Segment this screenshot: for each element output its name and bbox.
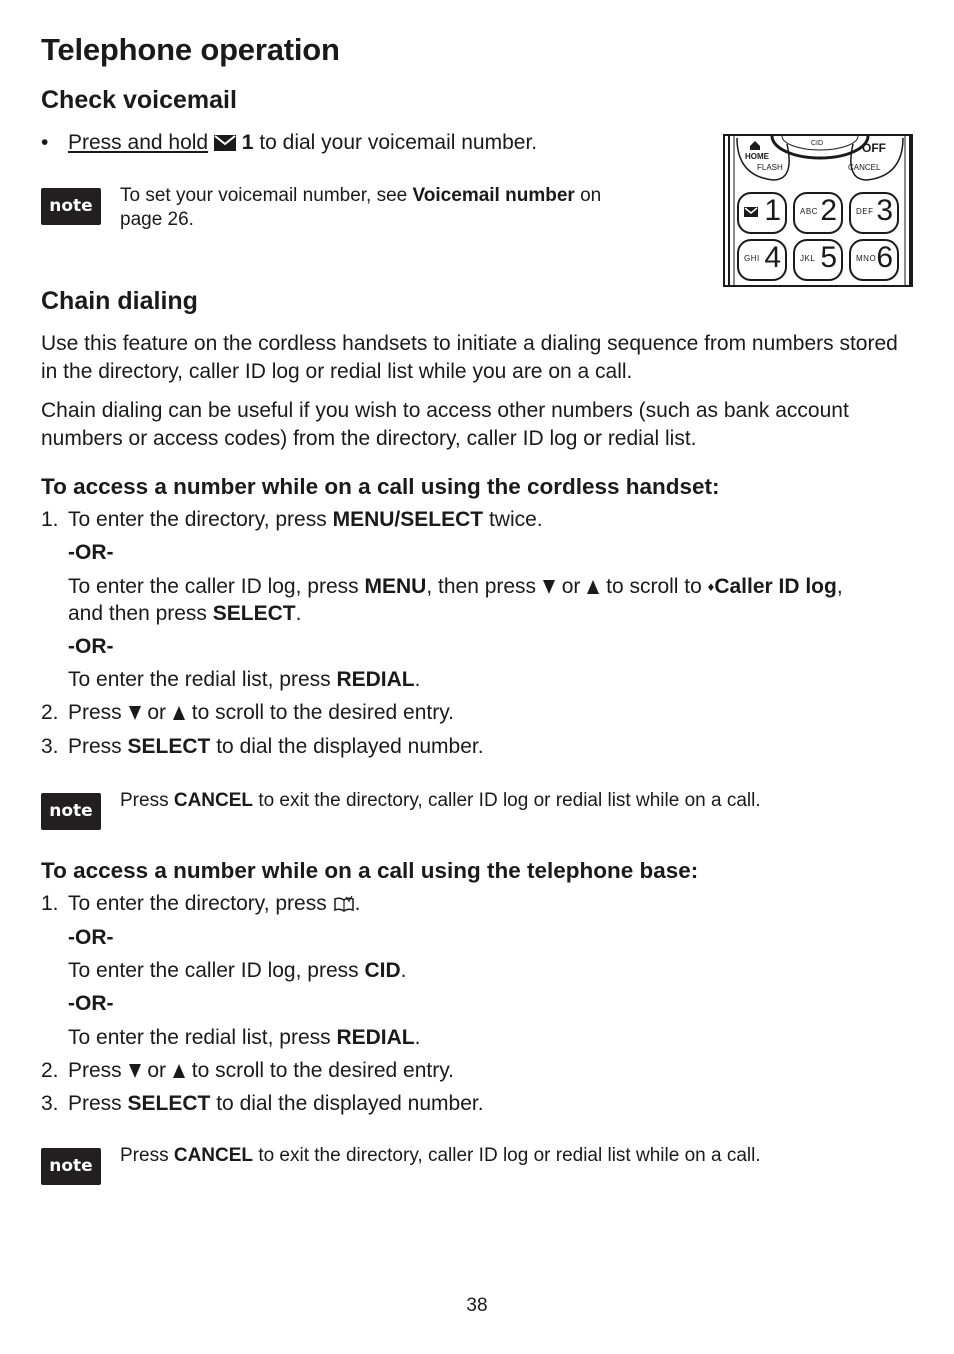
- keypad-key-letters: MNO: [856, 254, 877, 263]
- handset-step-2-number: 2.: [41, 701, 59, 724]
- base-step-1-number: 1.: [41, 892, 59, 915]
- keypad-key-1: [737, 192, 787, 234]
- down-arrow-icon: [129, 1064, 141, 1078]
- base-step-3: Press SELECT to dial the displayed number.: [68, 1092, 484, 1115]
- keypad-key-5: [793, 239, 843, 281]
- down-arrow-icon: [129, 706, 141, 720]
- base-note: Press CANCEL to exit the directory, caller ID log or redial list while on a call.: [120, 1145, 761, 1166]
- flash-label: FLASH: [757, 163, 783, 172]
- keypad-key-letters: GHI: [744, 254, 760, 263]
- keypad-key-digit: 4: [764, 241, 781, 274]
- base-section-heading: To access a number while on a call using the telephone base:: [41, 858, 699, 883]
- keypad-key-3: [849, 192, 899, 234]
- handset-step-1-number: 1.: [41, 508, 59, 531]
- page-title: Telephone operation: [41, 32, 340, 67]
- handset-or-2: -OR-: [68, 635, 114, 658]
- up-arrow-icon: [173, 706, 185, 720]
- up-down-arrow-icon: ♦: [707, 579, 715, 594]
- handset-step-1: To enter the directory, press MENU/SELECT twice.: [68, 508, 543, 531]
- keypad-key-digit: 1: [764, 194, 781, 227]
- handset-step-3: Press SELECT to dial the displayed number.: [68, 735, 484, 758]
- voicemail-bullet: • Press and hold 1 to dial your voicemail number.: [41, 131, 537, 157]
- base-step-1: To enter the directory, press .: [68, 892, 360, 919]
- handset-alt-1-line-2: and then press SELECT.: [68, 602, 302, 625]
- note-badge: note: [41, 188, 101, 225]
- keypad-key-digit: 5: [820, 241, 837, 274]
- base-or-1: -OR-: [68, 926, 114, 949]
- voicemail-note: To set your voicemail number, see Voicemail number on page 26.: [120, 185, 602, 230]
- cid-label: CID: [811, 140, 824, 147]
- check-voicemail-heading: Check voicemail: [41, 86, 237, 114]
- up-arrow-icon: [173, 1064, 185, 1078]
- press-and-hold-link[interactable]: Press and hold: [68, 131, 209, 154]
- handset-step-3-number: 3.: [41, 735, 59, 758]
- envelope-icon: [214, 133, 236, 157]
- home-label: HOME: [745, 152, 769, 161]
- keypad-key-digit: 3: [876, 194, 893, 227]
- keypad-key-letters: DEF: [856, 207, 874, 216]
- chain-dialing-para-1: Use this feature on the cordless handsets to initiate a dialing sequence from numbers stored in the directory, caller ID log or redial list while you are on a call.: [41, 332, 898, 383]
- cancel-label: CANCEL: [848, 163, 881, 172]
- base-step-2: Press or to scroll to the desired entry.: [68, 1059, 454, 1082]
- base-step-2-number: 2.: [41, 1059, 59, 1082]
- handset-step-2: Press or to scroll to the desired entry.: [68, 701, 454, 724]
- keypad-key-digit: 2: [820, 194, 837, 227]
- keypad-key-6: [849, 239, 899, 281]
- keypad-key-4: [737, 239, 787, 281]
- handset-keypad-image: [723, 134, 913, 287]
- chain-dialing-heading: Chain dialing: [41, 287, 198, 315]
- handset-note: Press CANCEL to exit the directory, caller ID log or redial list while on a call.: [120, 790, 761, 811]
- base-step-3-number: 3.: [41, 1092, 59, 1115]
- down-arrow-icon: [543, 580, 555, 594]
- voicemail-key-icon: [744, 207, 758, 219]
- handset-or-1: -OR-: [68, 541, 114, 564]
- directory-book-icon: [333, 895, 355, 919]
- keypad-key-letters: ABC: [800, 207, 818, 216]
- keypad-key-2: [793, 192, 843, 234]
- up-arrow-icon: [587, 580, 599, 594]
- keypad-key-digit: 6: [876, 241, 893, 274]
- off-label: OFF: [862, 141, 886, 155]
- note-badge: note: [41, 793, 101, 830]
- handset-section-heading: To access a number while on a call using the cordless handset:: [41, 474, 720, 499]
- base-or-2: -OR-: [68, 992, 114, 1015]
- handset-alt-1: To enter the caller ID log, press MENU, then press or to scroll to ♦Caller ID log,: [68, 575, 843, 598]
- base-alt-1: To enter the caller ID log, press CID.: [68, 959, 407, 982]
- chain-dialing-para-2: Chain dialing can be useful if you wish to access other numbers (such as bank account numbers or access codes) from the directory, caller ID log or redial list.: [41, 399, 849, 450]
- base-alt-2: To enter the redial list, press REDIAL.: [68, 1026, 421, 1049]
- page-number: 38: [466, 1295, 488, 1316]
- note-badge: note: [41, 1148, 101, 1185]
- keypad-key-letters: JKL: [800, 254, 816, 263]
- handset-alt-2: To enter the redial list, press REDIAL.: [68, 668, 421, 691]
